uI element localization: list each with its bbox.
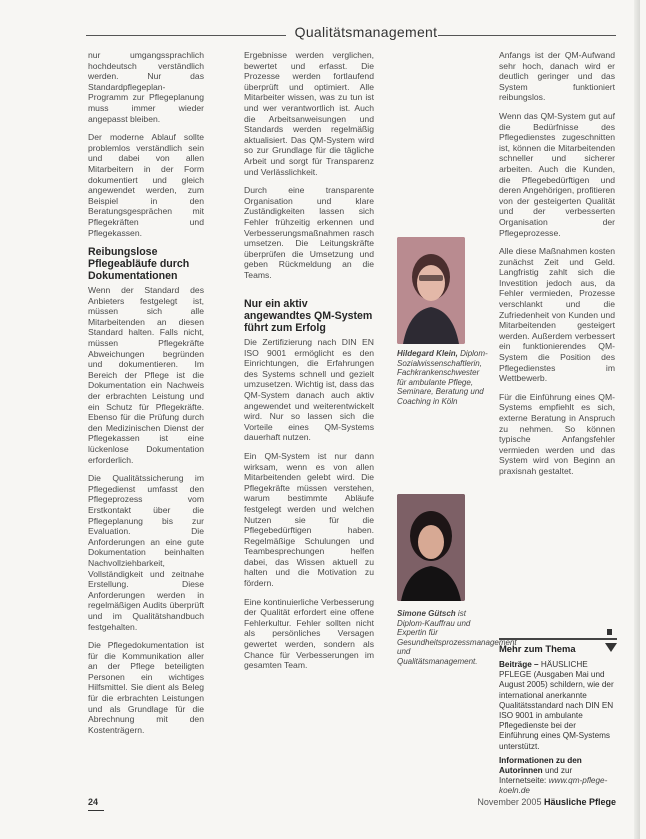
box-header — [499, 638, 617, 656]
box-text: und zur Internetseite: — [499, 766, 573, 786]
paragraph: Der moderne Ablauf sollte problemlos verständlich sein und dabei von allen Mitarbeitern in der Form dokumentiert und gleich angewendet werden, zum Beispiel in den Beratungsgesprächen mit Pflegekräften und Pflegekassen. — [88, 132, 204, 238]
page-number: 24 — [88, 797, 99, 807]
author-photo-guetsch — [397, 494, 465, 601]
header-rule-left — [86, 35, 286, 36]
caption-text: Diplom-Sozialwissenschaftlerin, Fachkrankenschwester für ambulante Pflege, Seminare, Beratung und Coaching in Köln — [397, 349, 488, 406]
paragraph: nur umgangssprachlich hochdeutsch verständlich werden. Nur das Standardpflegeplan-Programm zur Pflegeplanung muss immer wieder angepasst bleiben. — [88, 50, 204, 124]
caption-name: Hildegard Klein, — [397, 349, 458, 358]
page-edge — [634, 0, 640, 839]
section-title: Qualitätsmanagement — [294, 24, 438, 40]
box-text: HÄUSLICHE PFLEGE (Ausgaben Mai und August 2005) schildern, wie der international anerkannte Qualitätsstandard nach DIN EN ISO 9001 in ambulante Pflegedienste bei der Einführung eines QM-Systems unterstützt. — [499, 660, 614, 751]
text-column-2-lower — [244, 298, 374, 679]
box-label: Informationen zu den Autorinnen — [499, 755, 582, 776]
page-number-rule — [88, 810, 104, 811]
paragraph: Wenn der Standard des Anbieters festgelegt ist, müssen sich alle Mitarbeitenden an diesen Standard halten. Falls nicht, müssen Pflegekräfte Abweichungen begründen und dokumentieren. Im Bereich der Pflege ist die Dokumentation ein Nachweis der erbrachten Leistung und ein Schutz für Pflegekräfte. Ebenso für die Prüfung durch den Medizinischen Dienst der Pflegekassen ist eine lückenlose Dokumentation erforderlich. — [88, 285, 204, 465]
subheading-qm-system: Nur ein aktiv angewandtes QM-System führt zum Erfolg — [244, 298, 373, 334]
paragraph: Ein QM-System ist nur dann wirksam, wenn es von allen Mitarbeitenden gelebt wird. Die Pflegekräfte müssen verstehen, warum bestimmte Abläufe festgelegt werden und welchen Nutzen sie für die Pflegebedürftigen haben. Regelmäßige Schulungen und Teambesprechungen helfen dabei, das Wissen aktuell zu halten und die Motivation zu fördern. — [244, 450, 374, 589]
page-footer — [88, 797, 616, 811]
box-paragraph — [499, 756, 617, 797]
paragraph: Die Pflegedokumentation ist für die Kommunikation aller an der Pflege beteiligten Personen ein wichtiges Hilfsmittel. Sie dient als Beleg für die erbrachten Leistungen und als Grundlage für die Abrechnung mit den Kostenträgern. — [88, 640, 204, 735]
box-label: Beiträge – — [499, 660, 539, 669]
caption-klein — [397, 349, 489, 407]
caption-name: Simone Gütsch — [397, 609, 456, 618]
box-body — [499, 660, 617, 797]
author-photo-klein — [397, 237, 465, 344]
text-column-2 — [244, 50, 374, 288]
paragraph: Wenn das QM-System gut auf die Bedürfnisse des Pflegedienstes zugeschnitten ist, können die Mitarbeitenden schneller und sicherer arbeiten. Auch die Kunden, die Pflegebedürftigen und deren Angehörigen, profitieren von der gesteigerten Qualität und der verbesserten Organisation der Pflegeprozesse. — [499, 110, 615, 238]
text-column-3 — [499, 50, 615, 485]
magazine-title: Häusliche Pflege — [543, 797, 616, 807]
paragraph: Die Zertifizierung nach DIN EN ISO 9001 ermöglicht es den Einrichtungen, die Erfahrungen des Systems schnell und gezielt umzusetzen. Wichtig ist, dass das QM-System danach auch aktiv angewendet und weiterentwickelt wird. Nur so lassen sich die Vorteile eines QM-Systems dauerhaft nutzen. — [244, 337, 374, 443]
paragraph: Für die Einführung eines QM-Systems empfiehlt es sich, externe Beratung in Anspruch zu nehmen. So können typische Anfangsfehler vermieden werden und das System wird von Beginn an praxisnah gestaltet. — [499, 391, 615, 476]
issue-date: November 2005 — [477, 797, 542, 807]
paragraph: Eine kontinuierliche Verbesserung der Qualität erfordert eine offene Fehlerkultur. Fehler sollten nicht als persönliches Versagen gewertet werden, sondern als Chance für Verbesserungen im gesamten Team. — [244, 596, 374, 671]
triangle-down-icon — [605, 643, 617, 652]
text-column-1 — [88, 50, 204, 743]
paragraph: Durch eine transparente Organisation und klare Zuständigkeiten lassen sich Fehler frühzeitig erkennen und Verbesserungsmaßnahmen rasch umsetzen. Die Leitungskräfte überprüfen die Umsetzung und geben Rückmeldung an die Teams. — [244, 185, 374, 280]
box-link[interactable]: www.qm-pflege-koeln.de — [499, 776, 608, 796]
caption-text: ist Diplom-Kauffrau und Expertin für Gesundheitsprozessmanagement und Qualitätsmanagement. — [397, 609, 517, 666]
page-header — [86, 24, 616, 44]
caption-guetsch — [397, 609, 517, 667]
paragraph: Anfangs ist der QM-Aufwand sehr hoch, danach wird er deutlich geringer und das System funktioniert reibungslos. — [499, 50, 615, 103]
subheading-reibungslose: Reibungslose Pflegeabläufe durch Dokumentationen — [88, 246, 190, 283]
paragraph: Ergebnisse werden verglichen, bewertet und erfasst. Die Prozesse werden fortlaufend überprüft und optimiert. Alle Mitarbeiter wissen, was zu tun ist und wer verantwortlich ist. Auch die Arbeitsanweisungen und Standards werden regelmäßig aktualisiert. Das QM-System wird so zur Grundlage für die tägliche Arbeit und sorgt für Transparenz und Verlässlichkeit. — [244, 50, 374, 177]
box-title: Mehr zum Thema — [499, 643, 576, 654]
paragraph: Die Qualitätssicherung im Pflegedienst umfasst den Pflegeprozess vom Erstkontakt über die Pflegeplanung bis zur Evaluation. Die Anforderungen an eine gute Dokumentation beinhalten Nachvollziehbarkeit, Vollständigkeit und zeitnahe Erstellung. Diese Anforderungen werden in regelmäßigen Audits überprüft und im Qualitätshandbuch festgehalten. — [88, 473, 204, 632]
end-marker-icon — [607, 629, 612, 635]
issue-line — [477, 797, 616, 807]
box-paragraph — [499, 660, 617, 752]
header-rule-right — [438, 35, 616, 36]
paragraph: Alle diese Maßnahmen kosten zunächst Zeit und Geld. Langfristig zahlt sich die Investition jedoch aus, da Fehler vermieden, Prozesse verschlankt und die Zufriedenheit von Kunden und Mitarbeitenden gesteigert werden. Außerdem verbessert ein funktionierendes QM-System die Position des Pflegedienstes im Wettbewerb. — [499, 246, 615, 384]
info-box — [499, 638, 617, 801]
